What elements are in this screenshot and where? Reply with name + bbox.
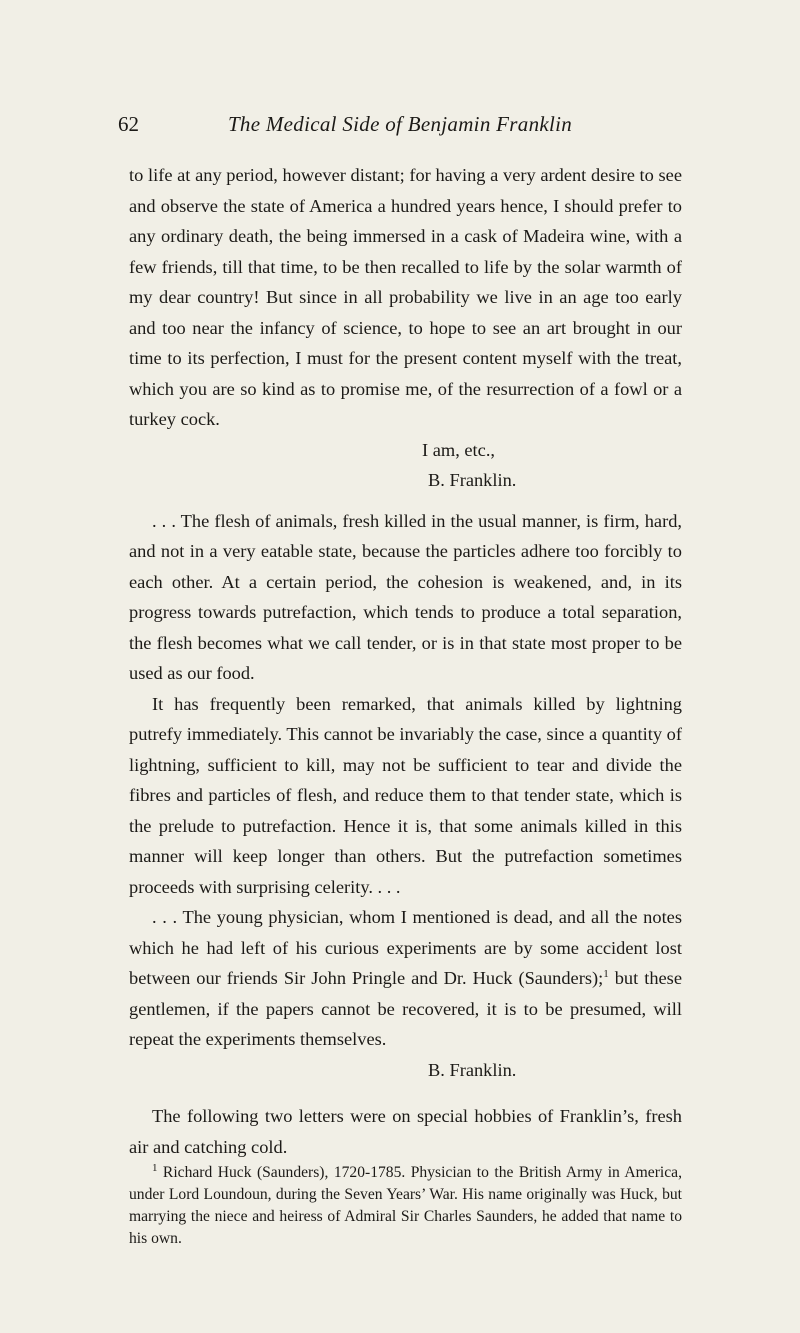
page-header <box>0 112 800 144</box>
paragraph-lightning: It has frequently been remarked, that animals killed by lightning putrefy immediately. This cannot be invariably the case, since a quantity of lightning, sufficient to kill, may not be sufficient to tear and divide the fibres and particles of flesh, and reduce them to that tender state, which is the prelude to putrefaction. Hence it is, that some animals killed in this manner will keep longer than others. But the putrefaction sometimes proceeds with surprising celerity. . . . <box>129 693 682 897</box>
footnote-reference: 1 <box>603 967 609 980</box>
running-title: The Medical Side of Benjamin Franklin <box>227 112 573 136</box>
footnote <box>129 1162 682 1250</box>
page-body <box>129 160 682 1250</box>
paragraph-young-physician-text: . . . The young physician, whom I mentioned is dead, and all the notes which he had left of his curious experiments are by some accident lost between our friends Sir John Pringle and Dr. Huck (Saunders); <box>129 907 682 988</box>
paragraph-continuation: to life at any period, however distant; for having a very ardent desire to see and observe the state of America a hundred years hence, I should prefer to any ordinary death, the being immersed in a cask of Madeira wine, with a few friends, till that time, to be then recalled to life by the solar warmth of my dear country! But since in all probability we live in an age too early and too near the infancy of science, to hope to see an art brought in our time to its perfection, I must for the present content myself with the treat, which you are so kind as to promise me, of the resurrection of a fowl or a turkey cock. <box>129 165 682 429</box>
paragraph-flesh-of-animals: . . . The flesh of animals, fresh killed in the usual manner, is firm, hard, and not in a very eatable state, because the particles adhere too forcibly to each other. At a certain period, the cohesion is weakened, and, in its progress towards putrefaction, which tends to produce a total separation, the flesh becomes what we call tender, or is in that state most proper to be used as our food. <box>129 510 682 683</box>
letter-signature-2: B. Franklin. <box>428 1059 517 1080</box>
paragraph-young-physician <box>129 902 682 1055</box>
footnote-text: Richard Huck (Saunders), 1720-1785. Physician to the British Army in America, under Lord Loundoun, during the Seven Years’ War. His name originally was Huck, but marrying the niece and heiress of Admiral Sir Charles Saunders, he added that name to his own. <box>129 1164 682 1247</box>
letter-closing: I am, etc., <box>422 439 496 460</box>
page-number: 62 <box>118 112 139 136</box>
paragraph-following-letters: The following two letters were on special hobbies of Franklin’s, fresh air and catching cold. <box>129 1106 682 1157</box>
letter-signature: B. Franklin. <box>428 470 517 490</box>
paragraph-young-physician-text-end: but these gentlemen, if the papers cannot be recovered, it is to be presumed, will repeat the experiments themselves. <box>129 968 682 1049</box>
footnote-marker: 1 <box>152 1161 158 1174</box>
